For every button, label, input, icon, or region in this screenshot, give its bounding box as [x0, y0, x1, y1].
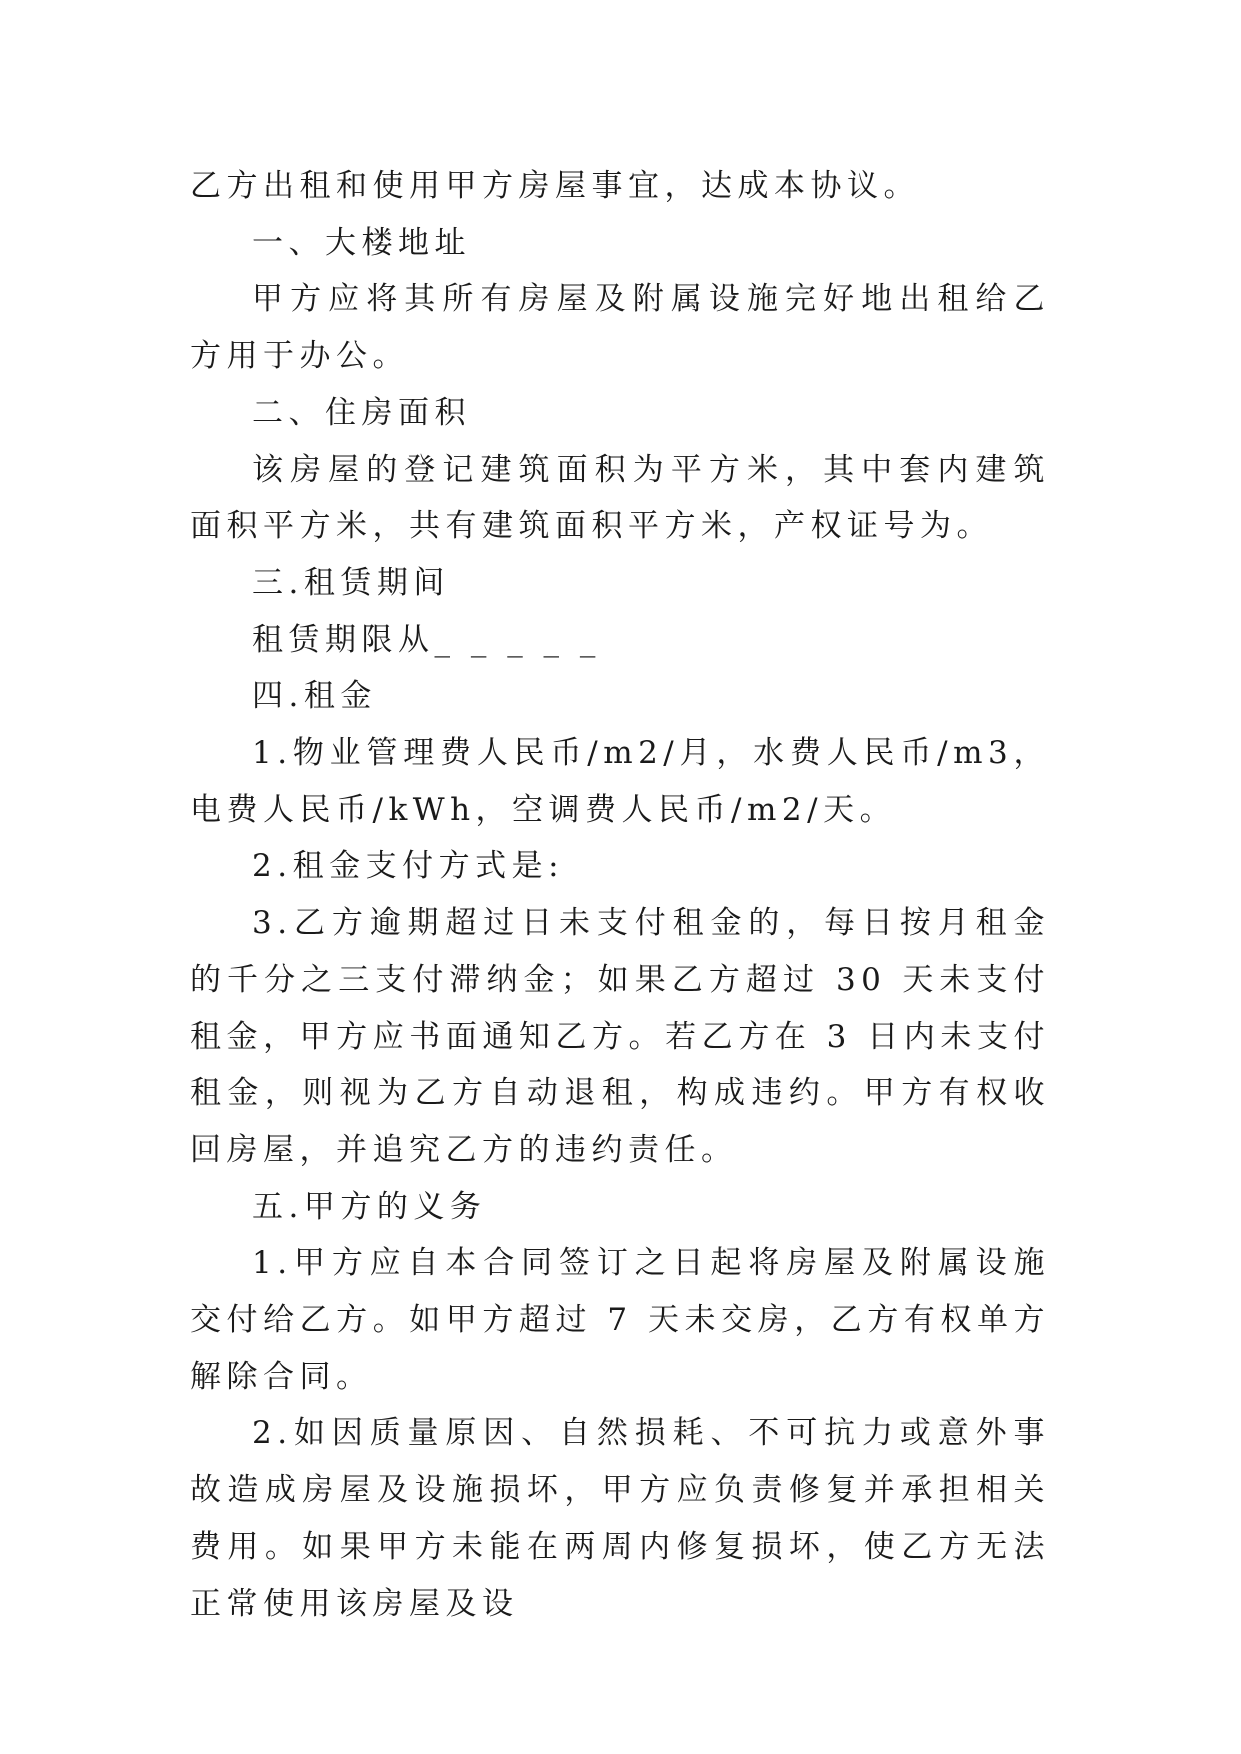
section-heading-lease-period: 三.租赁期间 [252, 564, 450, 601]
section-heading-party-a-obligations: 五.甲方的义务 [252, 1188, 487, 1225]
paragraph-building-address: 甲方应将其所有房屋及附属设施完好地出租给乙方用于办公。 [190, 281, 1050, 375]
paragraph-rent-fees: 1.物业管理费人民币/m2/月，水费人民币/m3，电费人民币/kWh，空调费人民币/m2/天。 [190, 735, 1050, 828]
paragraph-rent-payment-method: 2.租金支付方式是: [252, 848, 565, 885]
section-heading-rent: 四.租金 [252, 678, 377, 715]
document-body [190, 158, 1050, 1632]
section-heading-building-address: 一、大楼地址 [252, 224, 471, 261]
paragraph-intro: 乙方出租和使用甲方房屋事宜，达成本协议。 [190, 168, 920, 204]
paragraph-housing-area: 该房屋的登记建筑面积为平方米，其中套内建筑面积平方米，共有建筑面积平方米，产权证号为。 [190, 451, 1050, 545]
section-heading-housing-area: 二、住房面积 [252, 394, 471, 431]
paragraph-party-a-repair: 2.如因质量原因、自然损耗、不可抗力或意外事故造成房屋及设施损坏，甲方应负责修复并承担相关费用。如果甲方未能在两周内修复损坏，使乙方无法正常使用该房屋及设 [190, 1415, 1050, 1622]
paragraph-lease-period: 租赁期限从_ _ _ _ _ [252, 621, 601, 658]
paragraph-rent-late-payment: 3.乙方逾期超过日未支付租金的，每日按月租金的千分之三支付滞纳金；如果乙方超过 30 天未支付租金，甲方应书面通知乙方。若乙方在 3 日内未支付租金，则视为乙方自动退租，构成违约。甲方有权收回房屋，并追究乙方的违约责任。 [190, 905, 1050, 1168]
paragraph-party-a-delivery: 1.甲方应自本合同签订之日起将房屋及附属设施交付给乙方。如甲方超过 7 天未交房，乙方有权单方解除合同。 [190, 1245, 1050, 1395]
